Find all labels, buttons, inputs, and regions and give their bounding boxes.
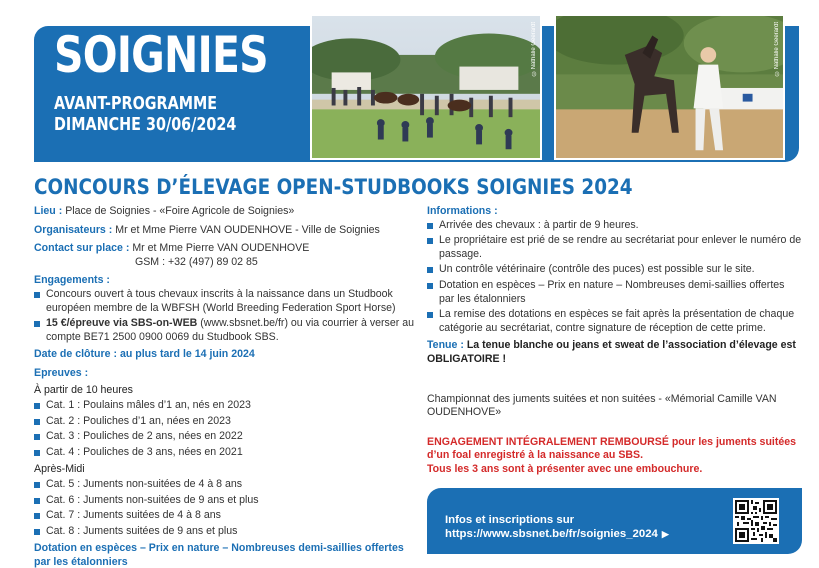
list-item [34,446,414,460]
list-item [34,288,414,315]
bullet-icon [34,403,40,409]
contact-gsm: GSM : +32 (497) 89 02 85 [135,255,258,268]
venue [34,205,414,219]
bullet-icon [34,482,40,488]
engagement-text: Concours ouvert à tous chevaux inscrits à la naissance dans un Studbook européen membre de la WBFSH (World Breeding Federation Sport Horse) [46,287,396,314]
bullet-icon [34,292,40,298]
page-title: CONCOURS D’ÉLEVAGE OPEN-STUDBOOKS SOIGNIES 2024 [34,175,633,199]
info-heading: Informations : [427,205,498,217]
footer-text [445,513,669,541]
dress-code-value: La tenue blanche ou jeans et sweat de l’association d’élevage est OBLIGATOIRE ! [427,339,796,365]
registration-url[interactable]: https://www.sbsnet.be/fr/soignies_2024 [445,528,658,540]
list-item [34,317,414,344]
organizers-label: Organisateurs : [34,223,113,236]
championship-note: Championnat des juments suitées et non suitées - «Mémorial Camille VAN OUDENHOVE» [427,392,777,419]
event-date: DIMANCHE 30/06/2024 [54,115,237,135]
category-text: Cat. 7 : Juments suitées de 4 à 8 ans [46,509,221,522]
bullet-icon [427,283,433,289]
list-item [427,219,802,233]
closing-date [34,348,414,362]
info-list [427,219,802,336]
fee-rest: (www.sbsnet.be/fr) ou via courrier à verser au compte BE71 2500 0900 0069 du Studbook SBS. [46,317,414,343]
info-text: Un contrôle vétérinaire (contrôle des puces) est possible sur le site. [439,263,755,276]
photo-show-ground [310,14,542,160]
bullet-icon [34,321,40,327]
list-item [34,430,414,444]
list-item [34,399,414,413]
bullet-icon [34,450,40,456]
closing-date-label: Date de clôture : [34,348,118,361]
engagements-list [34,288,414,344]
list-item [427,279,802,306]
dotation-note: Dotation en espèces – Prix en nature – Nombreuses demi-saillies offertes par les étalonniers [34,542,404,568]
header-text [54,26,315,136]
dress-code [427,339,802,366]
category-text: Cat. 6 : Juments non-suitées de 9 ans et plus [46,493,259,506]
list-item [34,525,414,539]
info-text: La remise des dotations en espèces se fait après la présentation de chaque catégorie au secrétariat, contre signature de réception de cette prime. [439,308,795,334]
bullet-icon [427,267,433,273]
info-text: Le propriétaire est prié de se rendre au secrétariat pour enlever le numéro de passage. [439,234,802,260]
morning-list [34,399,414,459]
program-label: AVANT-PROGRAMME [54,94,218,114]
morning-heading: À partir de 10 heures [34,383,133,396]
photo-credit: ©Nathalie Geerardt [531,22,537,76]
closing-date-value: au plus tard le 14 juin 2024 [117,348,255,361]
category-text: Cat. 5 : Juments non-suitées de 4 à 8 ans [46,478,243,491]
fee-bold: 15 €/épreuve via SBS-on-WEB [46,317,198,330]
list-item [34,415,414,429]
engagements-heading: Engagements : [34,274,110,287]
left-column [34,205,414,568]
contact-label: Contact sur place : [34,242,130,255]
bullet-icon [427,238,433,244]
brand-title: SOIGNIES [54,26,268,84]
bit-note: Tous les 3 ans sont à présenter avec une embouchure. [427,462,703,475]
organizers [34,224,414,238]
bullet-icon [34,434,40,440]
events-heading: Epreuves : [34,366,89,379]
dress-code-label: Tenue : [427,339,464,352]
bullet-icon [34,513,40,519]
organizers-value: Mr et Mme Pierre VAN OUDENHOVE - Ville de Soignies [112,223,380,236]
category-text: Cat. 3 : Pouliches de 2 ans, nées en 2022 [46,430,243,443]
right-column [427,205,802,477]
list-item [34,494,414,508]
photo-credit: ©Nathalie Geerardt [774,22,780,76]
category-text: Cat. 2 : Pouliches d’1 an, nées en 2023 [46,414,231,427]
photo-foal-handler [554,14,785,160]
play-arrow-icon: ▶ [661,529,669,539]
list-item [34,509,414,523]
contact [34,242,414,256]
bullet-icon [427,312,433,318]
venue-label: Lieu : [34,205,63,217]
category-text: Cat. 8 : Juments suitées de 9 ans et plus [46,524,238,537]
bullet-icon [34,498,40,504]
afternoon-heading: Après-Midi [34,462,85,475]
qr-code-icon[interactable] [733,498,779,544]
venue-value: Place de Soignies - «Foire Agricole de Soignies» [62,205,295,217]
registration-link[interactable] [445,527,669,541]
list-item [427,308,802,335]
contact-value: Mr et Mme Pierre VAN OUDENHOVE [129,242,310,255]
refund-note: ENGAGEMENT INTÉGRALEMENT REMBOURSÉ pour les juments suitées d’un foal enregistré à la naissance au SBS. [427,435,797,462]
bullet-icon [34,419,40,425]
info-text: Arrivée des chevaux : à partir de 9 heures. [439,218,639,231]
bullet-icon [427,223,433,229]
bullet-icon [34,529,40,535]
footer-band [427,488,802,554]
footer-info-label: Infos et inscriptions sur [445,514,575,526]
info-text: Dotation en espèces – Prix en nature – Nombreuses demi-saillies offertes par les étalonniers [439,278,785,305]
list-item [427,263,802,277]
afternoon-list [34,478,414,538]
list-item [34,478,414,492]
category-text: Cat. 1 : Poulains mâles d’1 an, nés en 2023 [46,399,251,412]
category-text: Cat. 4 : Pouliches de 3 ans, nées en 2021 [46,445,243,458]
list-item [427,234,802,261]
